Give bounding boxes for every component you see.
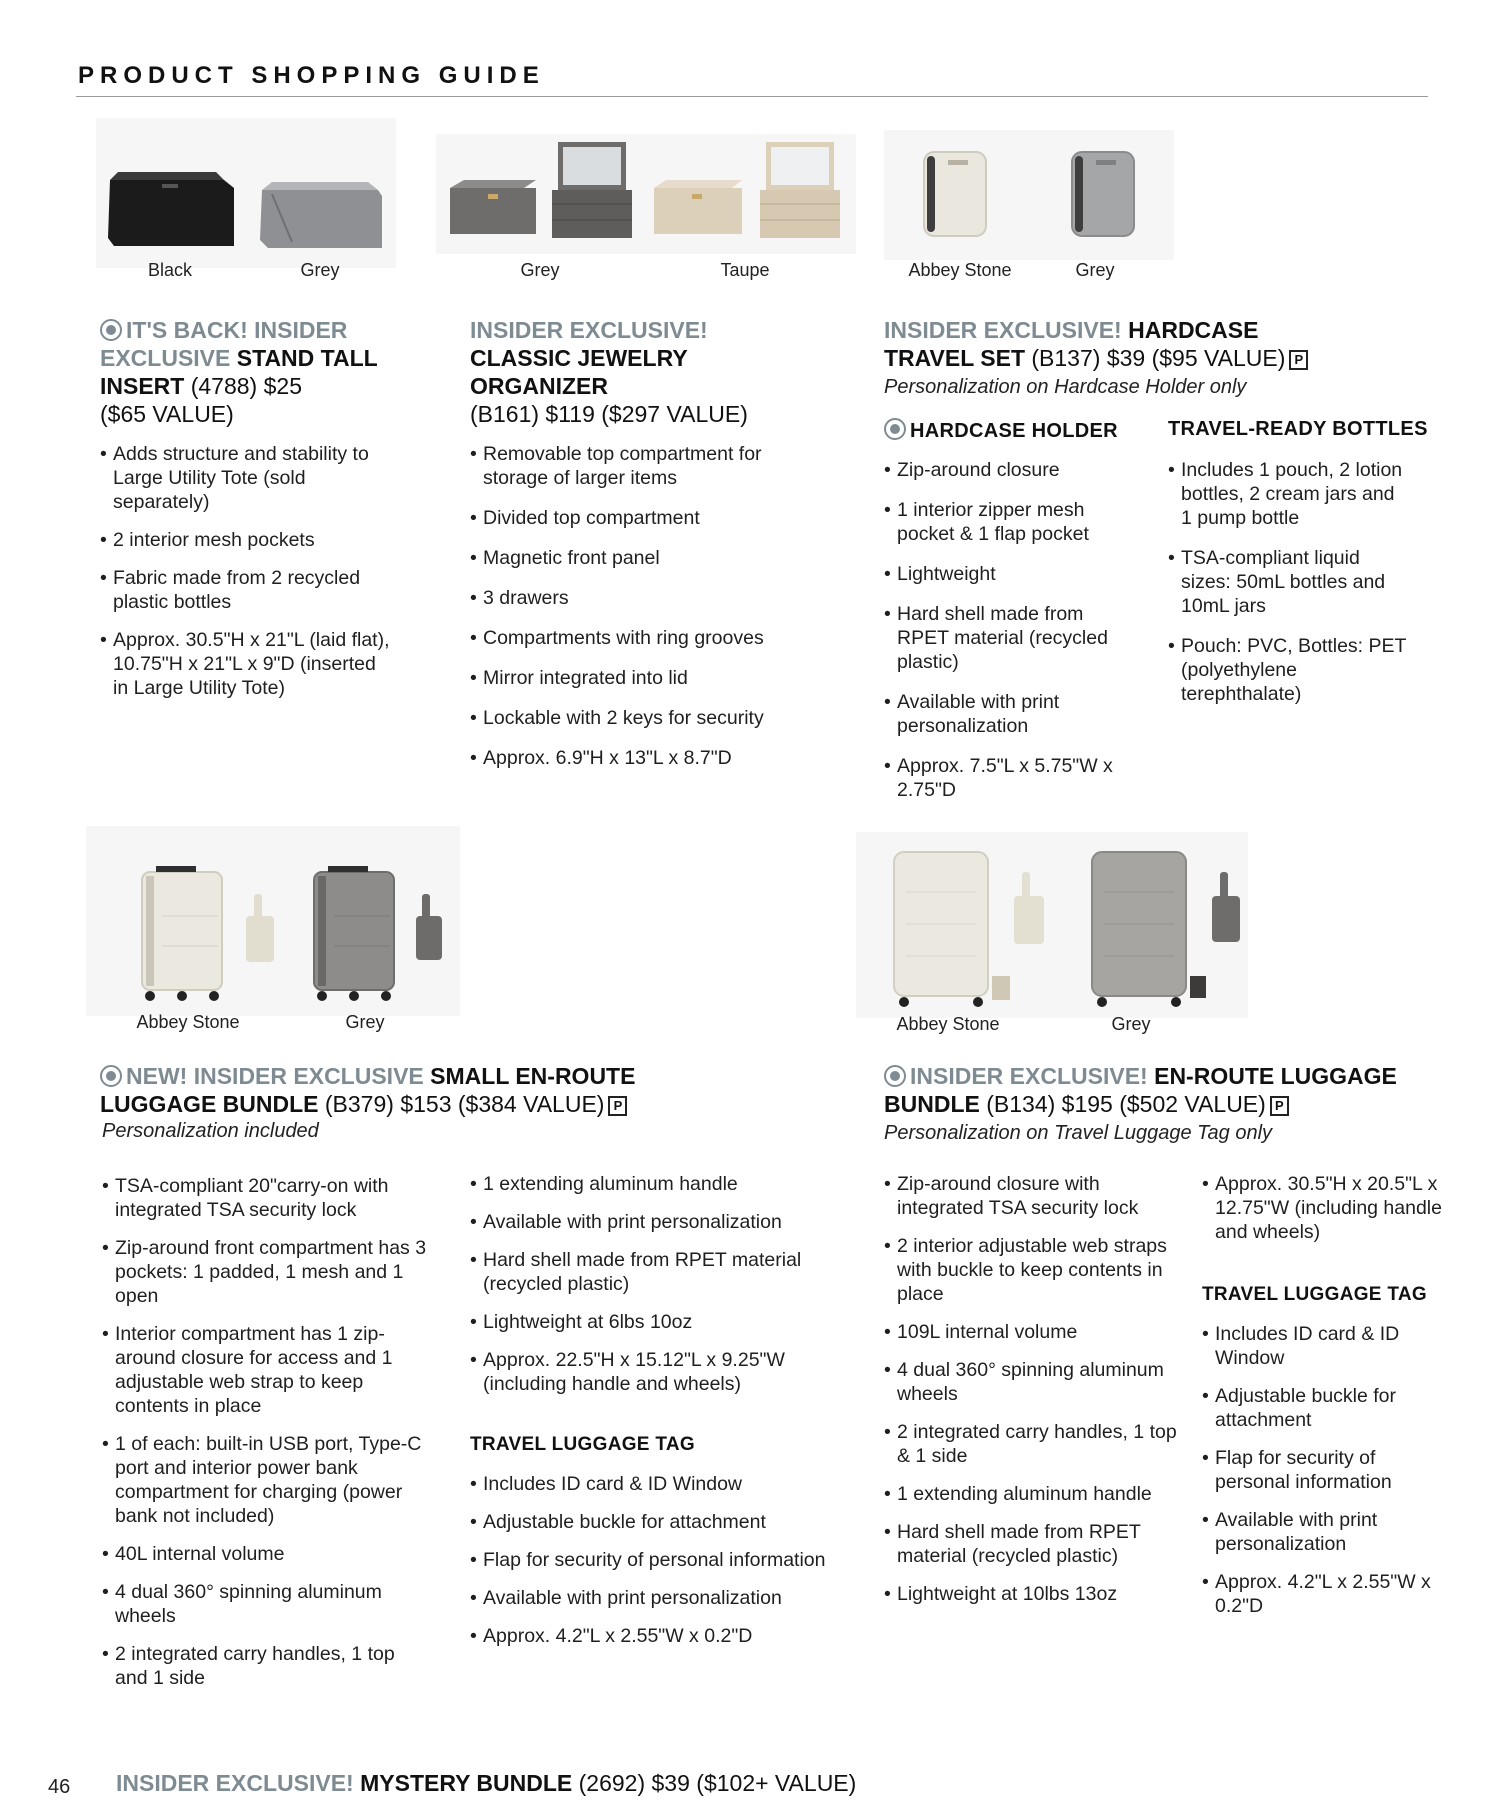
list-item: • Lockable with 2 keys for security bbox=[470, 706, 810, 730]
color-label-grey: Grey bbox=[1075, 260, 1115, 280]
insider-badge-icon bbox=[884, 418, 906, 440]
list-item: • TSA-compliant 20"carry-on with integrated TSA security lock bbox=[102, 1174, 432, 1222]
list-item: • Available with print personalization bbox=[470, 1586, 830, 1610]
hardcase-personalization-note: Personalization on Hardcase Holder only bbox=[884, 376, 1247, 398]
hardcase-travel-set-image bbox=[884, 130, 1174, 260]
list-item: • Interior compartment has 1 zip-around closure for access and 1 adjustable web strap to keep contents in place bbox=[102, 1322, 432, 1418]
list-item: • Available with print personalization bbox=[470, 1210, 830, 1234]
personalization-p-icon: P bbox=[608, 1096, 627, 1116]
list-item: • Available with print personalization bbox=[1202, 1508, 1452, 1556]
color-label-grey: Grey bbox=[345, 1012, 385, 1032]
list-item: • Approx. 22.5"H x 15.12"L x 9.25"W (including handle and wheels) bbox=[470, 1348, 830, 1396]
luggage-bundle-features bbox=[884, 1172, 1184, 1606]
list-item: • 2 interior adjustable web straps with buckle to keep contents in place bbox=[884, 1234, 1184, 1306]
color-label-grey: Grey bbox=[300, 260, 340, 280]
small-luggage-features bbox=[102, 1174, 432, 1690]
luggage-tag-features bbox=[1202, 1322, 1452, 1618]
list-item: • Includes ID card & ID Window bbox=[470, 1472, 830, 1496]
list-item: • Magnetic front panel bbox=[470, 546, 810, 570]
small-luggage-personalization-note: Personalization included bbox=[102, 1120, 319, 1142]
small-luggage-title: NEW! INSIDER EXCLUSIVE SMALL EN-ROUTE LUGGAGE BUNDLE (B379) $153 ($384 VALUE) P bbox=[100, 1063, 636, 1117]
personalization-p-icon: P bbox=[1289, 350, 1308, 370]
list-item: • 4 dual 360° spinning aluminum wheels bbox=[884, 1358, 1184, 1406]
small-luggage-tag-heading: TRAVEL LUGGAGE TAG bbox=[470, 1434, 695, 1455]
list-item: • Flap for security of personal information bbox=[1202, 1446, 1452, 1494]
list-item: • 3 drawers bbox=[470, 586, 810, 610]
jewelry-organizer-features bbox=[470, 442, 810, 770]
color-label-abbey-stone: Abbey Stone bbox=[896, 1014, 1000, 1034]
insider-badge-icon bbox=[100, 1065, 122, 1087]
list-item: • Hard shell made from RPET material (recycled plastic) bbox=[884, 1520, 1184, 1568]
list-item: • Flap for security of personal information bbox=[470, 1548, 830, 1572]
luggage-bundle-title: INSIDER EXCLUSIVE! EN-ROUTE LUGGAGE BUNDLE (B134) $195 ($502 VALUE) P bbox=[884, 1063, 1397, 1117]
list-item: • Compartments with ring grooves bbox=[470, 626, 810, 650]
list-item: • Divided top compartment bbox=[470, 506, 810, 530]
list-item: • Lightweight bbox=[884, 562, 1134, 586]
list-item: • 2 integrated carry handles, 1 top & 1 side bbox=[884, 1420, 1184, 1468]
luggage-bundle-image bbox=[856, 832, 1248, 1018]
luggage-personalization-note: Personalization on Travel Luggage Tag only bbox=[884, 1122, 1273, 1144]
insider-badge-icon bbox=[100, 319, 122, 341]
list-item: • Approx. 7.5"L x 5.75"W x 2.75"D bbox=[884, 754, 1134, 802]
list-item: • Adjustable buckle for attachment bbox=[470, 1510, 830, 1534]
list-item: • 109L internal volume bbox=[884, 1320, 1184, 1344]
list-item: • Approx. 4.2"L x 2.55"W x 0.2"D bbox=[470, 1624, 830, 1648]
list-item: • Includes ID card & ID Window bbox=[1202, 1322, 1452, 1370]
jewelry-organizer-image bbox=[436, 134, 856, 254]
small-luggage-tag-features bbox=[470, 1472, 830, 1648]
list-item: • TSA-compliant liquid sizes: 50mL bottles and 10mL jars bbox=[1168, 546, 1408, 618]
luggage-bundle-features-2 bbox=[1202, 1172, 1452, 1244]
jewelry-organizer-title: INSIDER EXCLUSIVE! CLASSIC JEWELRY ORGANIZER (B161) $119 ($297 VALUE) bbox=[470, 317, 748, 427]
list-item: • Lightweight at 6lbs 10oz bbox=[470, 1310, 830, 1334]
list-item: • Includes 1 pouch, 2 lotion bottles, 2 cream jars and 1 pump bottle bbox=[1168, 458, 1408, 530]
color-label-taupe: Taupe bbox=[720, 260, 770, 280]
hardcase-travel-set-title: INSIDER EXCLUSIVE! HARDCASE TRAVEL SET (B137) $39 ($95 VALUE) P bbox=[884, 316, 1424, 372]
stand-tall-title: IT'S BACK! INSIDER EXCLUSIVE STAND TALL INSERT (4788) $25 ($65 VALUE) bbox=[100, 317, 378, 427]
list-item: • Mirror integrated into lid bbox=[470, 666, 810, 690]
hardcase-holder-features bbox=[884, 458, 1134, 802]
list-item: • Lightweight at 10lbs 13oz bbox=[884, 1582, 1184, 1606]
page-number: 46 bbox=[48, 1776, 71, 1798]
list-item: • 1 extending aluminum handle bbox=[470, 1172, 830, 1196]
list-item: • Approx. 30.5"H x 21"L (laid flat), 10.75"H x 21"L x 9"D (inserted in Large Utility Tote) bbox=[100, 628, 390, 700]
list-item: • Zip-around front compartment has 3 pockets: 1 padded, 1 mesh and 1 open bbox=[102, 1236, 432, 1308]
list-item: • Available with print personalization bbox=[884, 690, 1134, 738]
small-luggage-features-2 bbox=[470, 1172, 830, 1396]
list-item: • Approx. 30.5"H x 20.5"L x 12.75"W (including handle and wheels) bbox=[1202, 1172, 1452, 1244]
list-item: • 1 extending aluminum handle bbox=[884, 1482, 1184, 1506]
list-item: • Adjustable buckle for attachment bbox=[1202, 1384, 1452, 1432]
list-item: • Zip-around closure bbox=[884, 458, 1134, 482]
list-item: • 1 interior zipper mesh pocket & 1 flap pocket bbox=[884, 498, 1134, 546]
list-item: • Fabric made from 2 recycled plastic bottles bbox=[100, 566, 390, 614]
list-item: • Approx. 6.9"H x 13"L x 8.7"D bbox=[470, 746, 810, 770]
list-item: • Hard shell made from RPET material (recycled plastic) bbox=[884, 602, 1134, 674]
page-title: PRODUCT SHOPPING GUIDE bbox=[78, 62, 545, 89]
stand-tall-features bbox=[100, 442, 390, 700]
list-item: • Pouch: PVC, Bottles: PET (polyethylene terephthalate) bbox=[1168, 634, 1408, 706]
hardcase-holder-heading: HARDCASE HOLDER bbox=[884, 418, 1118, 443]
list-item: • Hard shell made from RPET material (recycled plastic) bbox=[470, 1248, 830, 1296]
small-luggage-image bbox=[86, 826, 460, 1016]
header-divider bbox=[76, 96, 1428, 97]
list-item: • 4 dual 360° spinning aluminum wheels bbox=[102, 1580, 432, 1628]
mystery-bundle-footer: INSIDER EXCLUSIVE! MYSTERY BUNDLE (2692) $39 ($102+ VALUE) bbox=[116, 1770, 857, 1796]
list-item: • Adds structure and stability to Large Utility Tote (sold separately) bbox=[100, 442, 390, 514]
luggage-tag-heading: TRAVEL LUGGAGE TAG bbox=[1202, 1284, 1427, 1305]
color-label-abbey-stone: Abbey Stone bbox=[136, 1012, 240, 1032]
list-item: • 40L internal volume bbox=[102, 1542, 432, 1566]
list-item: • Removable top compartment for storage of larger items bbox=[470, 442, 810, 490]
color-label-grey: Grey bbox=[520, 260, 560, 280]
color-label-grey: Grey bbox=[1111, 1014, 1151, 1034]
color-label-abbey-stone: Abbey Stone bbox=[908, 260, 1012, 280]
list-item: • Zip-around closure with integrated TSA security lock bbox=[884, 1172, 1184, 1220]
list-item: • 2 integrated carry handles, 1 top and 1 side bbox=[102, 1642, 432, 1690]
list-item: • 2 interior mesh pockets bbox=[100, 528, 390, 552]
travel-ready-bottles-heading: TRAVEL-READY BOTTLES bbox=[1168, 418, 1428, 440]
travel-ready-bottles-features bbox=[1168, 458, 1408, 706]
personalization-p-icon: P bbox=[1270, 1096, 1289, 1116]
insider-badge-icon bbox=[884, 1065, 906, 1087]
list-item: • 1 of each: built-in USB port, Type-C port and interior power bank compartment for charging (power bank not included) bbox=[102, 1432, 432, 1528]
color-label-black: Black bbox=[147, 260, 192, 280]
stand-tall-product-image bbox=[96, 118, 396, 268]
list-item: • Approx. 4.2"L x 2.55"W x 0.2"D bbox=[1202, 1570, 1452, 1618]
